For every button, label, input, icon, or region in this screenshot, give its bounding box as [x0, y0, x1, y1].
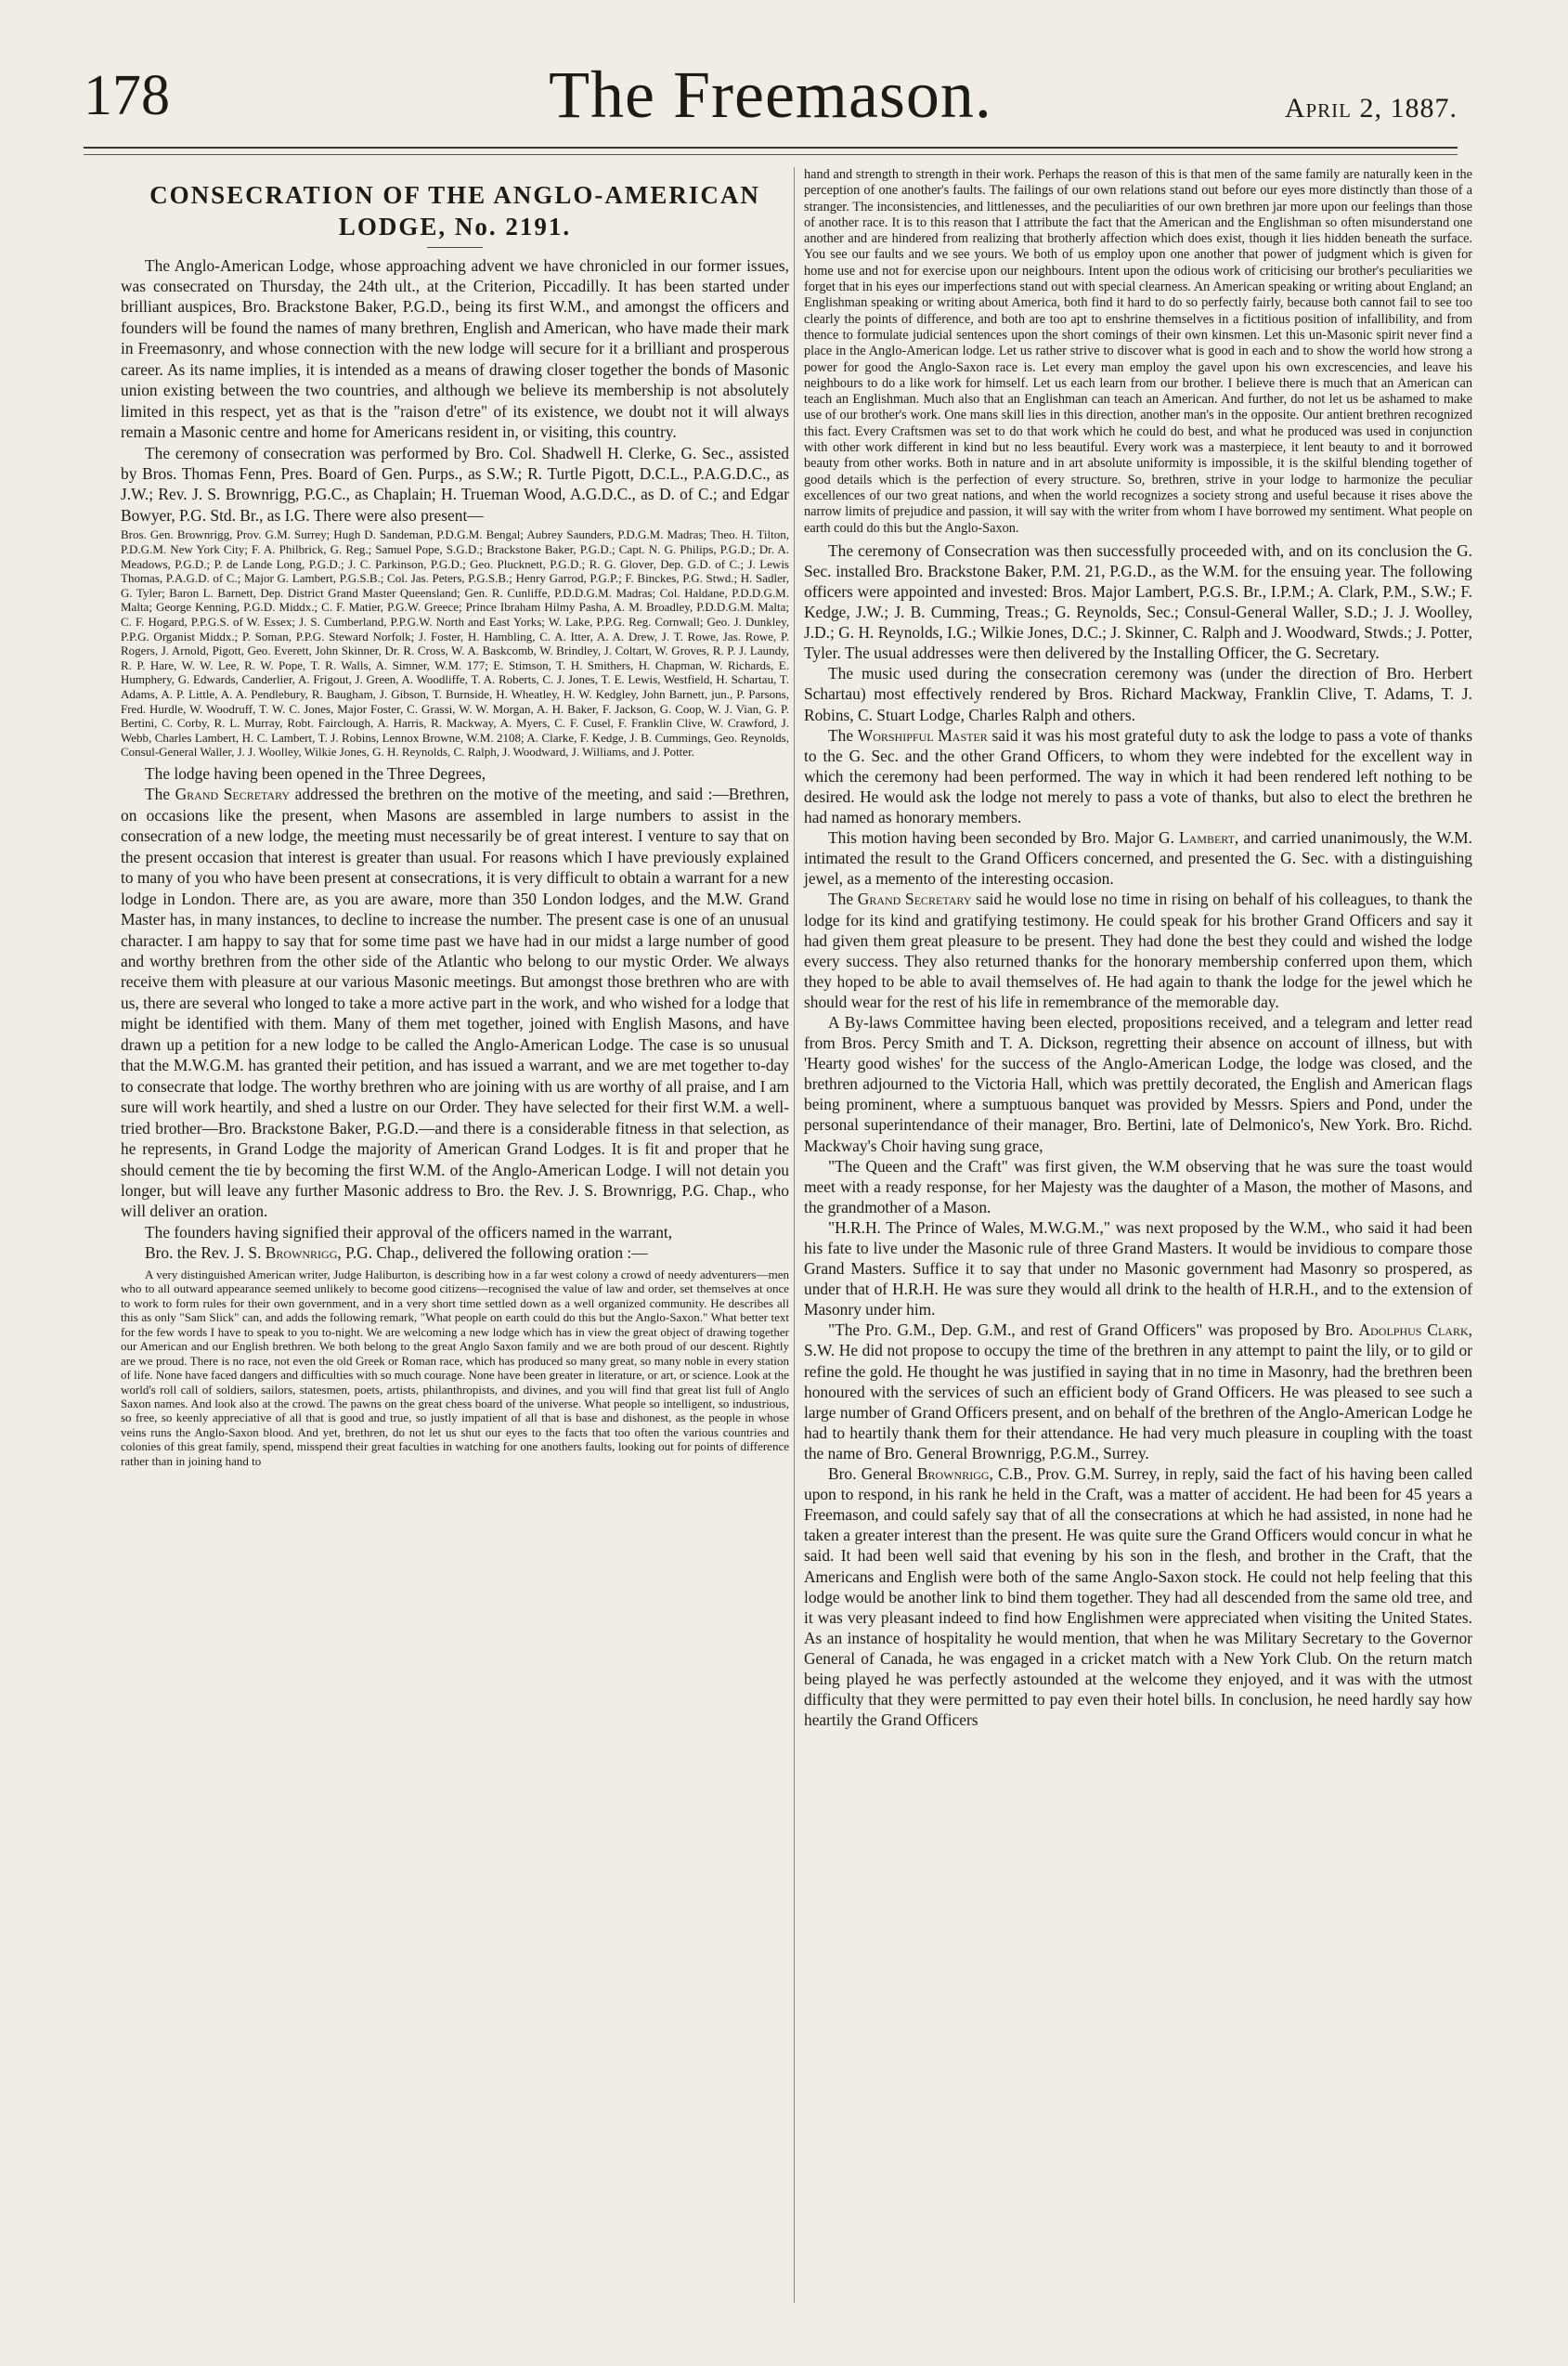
- journal-title: The Freemason.: [549, 58, 992, 132]
- masthead-rule: [84, 147, 1458, 149]
- prince-toast: "H.R.H. The Prince of Wales, M.W.G.M.," was next proposed by the W.M., who said it had been his fate to live under the Masonic rule of three Grand Masters. It would be invidious to compare those Grand Masters. Suffice it to say that under no Masonic government had Masonry so prospered, as under that of H.R.H. He was sure they would all drink to the health of H.R.H., and to the extension of Masonry under him.: [804, 1217, 1472, 1320]
- grand-secretary-reply: [804, 889, 1472, 1012]
- go-lead: "The Pro. G.M., Dep. G.M., and rest of Grand Officers" was proposed by Bro.: [828, 1320, 1354, 1340]
- headline-rule: [427, 247, 483, 248]
- left-column: [121, 167, 789, 1468]
- general-lead: Bro. General: [828, 1464, 913, 1484]
- right-column: [804, 167, 1472, 1730]
- seconded-name: Lambert: [1179, 828, 1235, 848]
- article-headline: [121, 180, 789, 243]
- seconded-paragraph: [804, 827, 1472, 889]
- seconded-tail: , and carried unanimously, the W.M. intimated the result to the Grand Officers concerned, and presented the G. Sec. with a distinguishing jewel, as a memento of the interesting occasion.: [804, 828, 1472, 889]
- ceremony-paragraph: The ceremony of consecration was performed by Bro. Col. Shadwell H. Clerke, G. Sec., assisted by Bros. Thomas Fenn, Pres. Board of Gen. Purps., as S.W.; R. Turtle Pigott, D.C.L., P.A.G.D.C., as J.W.; Rev. J. S. Brownrigg, P.G.C., as Chaplain; H. Trueman Wood, A.G.D.C., as D. of C.; and Edgar Bowyer, P.G. Std. Br., as I.G. There were also present—: [121, 443, 789, 525]
- oration-part-2: hand and strength to strength in their work. Perhaps the reason of this is that men of the same family are naturally keen in the perception of one another's faults. The failings of our own relations stand out before our eyes more distinctly than those of a stranger. The inconsistencies, and littlenesses, and the peculiarities of our own brethren jar more upon our feelings than those of another race. It is to this reason that I attribute the fact that the American and the Englishman so often misunderstand one another and are hindered from realizing that brotherly affection which does exist, though it lies hidden beneath the surface. You see our faults and we see yours. We both of us employ upon one another that power of judgment which is given for home use and not for exercise upon our neighbours. Intent upon the odious work of criticising our brother's peculiarities we forget that in his eyes our imperfections stand out with special clearness. An American speaking or writing about England; an Englishman speaking or writing about America, both find it hard to do so perfectly fairly, because both cannot fail to see too clearly the points of difference, and both are too apt to enshrine themselves in a fictitious position of infallibility, and from thence to formulate judicial sentences upon the short comings of their own kinsmen. Let this un-Masonic spirit never find a place in the Anglo-American lodge. Let us rather strive to discover what is good in each and to show the world how strong a power for good the Anglo-Saxon race is. Let every man employ the gavel upon his own excrescencies, and leave his neighbours to do a like work for himself. Let us each learn from our brother. I believe there is much that an American can teach an Englishman. Much also that an Englishman can teach an American. And further, do not let us be ashamed to make use of our brother's work. One mans skill lies in this direction, another man's in the opposite. Our antient brethren recognized this fact. Every Craftsmen was set to do that work which he could do best, and what he produced was used in conjunction with other work different in kind but no less beautiful. Every work was a masterpiece, it lent beauty to and it borrowed beauty from other works. Both in nature and in art absolute uniformity is impossible, it is the skilful blending together of good details which is the perfection of every structure. So, brethren, strive in your lodge to harmonize the peculiar excellences of our two great nations, and when the world recognizes a society strong and useful because it rises above the narrow limits of prejudice and passion, it will say with the writer from whom I have borrowed my sentiment. What people on earth could do this but the Anglo-Saxon.: [804, 167, 1472, 536]
- worshipful-master-paragraph: [804, 725, 1472, 827]
- masthead-rule-thin: [84, 154, 1458, 155]
- gs-reply-lead: The: [828, 890, 854, 909]
- music-paragraph: The music used during the consecration ceremony was (under the direction of Bro. Herbert Schartau) most effectively rendered by Bros. Richard Mackway, Franklin Clive, T. Adams, T. J. Robins, C. Stuart Lodge, Charles Ralph and others.: [804, 664, 1472, 724]
- bylaws-paragraph: A By-laws Committee having been elected, propositions received, and a telegram and letter read from Bros. Percy Smith and T. A. Dickson, regretting their absence on account of illness, but with 'Hearty good wishes' for the success of the Anglo-American Lodge, the lodge was closed, and the brethren adjourned to the Victoria Hall, which was prettily decorated, the English and American flags being prominent, where a sumptuous banquet was provided by Messrs. Spiers and Pond, under the personal superintendance of their manager, Bro. Bertini, late of Delmonico's, New York. Bro. Richd. Mackway's Choir having sung grace,: [804, 1012, 1472, 1155]
- wm-title: Worshipful Master: [857, 725, 988, 745]
- grand-officers-toast: [804, 1320, 1472, 1463]
- intro-paragraph: The Anglo-American Lodge, whose approaching advent we have chronicled in our former issues, was consecrated on Thursday, the 24th ult., at the Criterion, Piccadilly. It has been started under brilliant auspices, Bro. Brackstone Baker, P.G.D., being its first W.M., and amongst the officers and founders will be found the names of many brethren, English and American, who have made their mark in Freemasonry, and whose connection with the new lodge will secure for it a brilliant and prosperous career. As its name implies, it is intended as a means of drawing closer together the bonds of Masonic union existing between the two countries, and although we believe its membership is not absolutely limited in this respect, yet as that is the "raison d'etre" of its existence, we doubt not it will always remain a Masonic centre and home for Americans resident in, or visiting, this country.: [121, 255, 789, 442]
- general-name: Brownrigg: [916, 1464, 990, 1484]
- masthead: [84, 56, 1458, 167]
- headline-line-1: CONSECRATION OF THE ANGLO-AMERICAN: [149, 181, 760, 209]
- issue-date: April 2, 1887.: [1284, 93, 1458, 124]
- general-reply: [804, 1463, 1472, 1730]
- go-name: Adolphus Clark: [1358, 1320, 1469, 1340]
- rev-tail: , P.G. Chap., delivered the following oration :—: [337, 1243, 648, 1263]
- go-text: , S.W. He did not propose to occupy the time of the brethren in any attempt to paint the lily, or to gild or refine the gold. He thought he was justified in saying that in no time in Masonry, had the brethren been honoured with the services of such an efficient body of Grand Officers. He was pleased to see such a large number of Grand Officers present, and on behalf of the brethren of the Anglo-American Lodge he had to heartily thank them for their attendance. He had very much pleasure in coupling with the toast the name of Bro. General Brownrigg, P.G.M., Surrey.: [804, 1320, 1472, 1462]
- wm-lead: The: [828, 725, 854, 745]
- oration-intro: [121, 1242, 789, 1263]
- column-divider: [794, 167, 795, 2303]
- general-text: , C.B., Prov. G.M. Surrey, in reply, said the fact of his having been called upon to respond, in his rank he held in the Craft, was a matter of accident. He had been for 45 years a Freemason, and could safely say that of all the consecrations at which he had assisted, in none had he taken a greater interest than the present. He was quite sure the Grand Officers would concur in what he said. It had been well said that evening by his son in the flesh, and brother in the Craft, that the Americans and English were both of the same Anglo-Saxon stock. He could not help feeling that this lodge would be another link to bind them together. They had all descended from the same old tree, and it was very pleasant indeed to find how Englishmen were appreciated when visiting the United States. As an instance of hospitality he would mention, that when he was Military Secretary to the Governor General of Canada, he was engaged in a cricket match with a New York Club. On the return match being played he was perfectly astounded at the welcome they enjoyed, and it was with the utmost difficulty that they were permitted to pay even their hotel bills. In conclusion, he need hardly say how heartily the Grand Officers: [804, 1464, 1472, 1730]
- gs-reply-text: said he would lose no time in rising on behalf of his colleagues, to thank the lodge for its kind and gratifying testimony. He could speak for his brother Grand Officers and say it had given them great pleasure to be present. They had done the best they could and wished the lodge every success. They also returned thanks for the honorary membership conferred upon them, which they hoped to be able to avail themselves of. He had again to thank the lodge for the jewel which he should wear for the rest of his life in remembrance of the memorable day.: [804, 890, 1472, 1011]
- rev-lead: Bro. the Rev. J. S.: [145, 1243, 262, 1263]
- wm-text: said it was his most grateful duty to ask the lodge to pass a vote of thanks to the G. Sec. and the other Grand Officers, to whom they were indebted for the excellent way in which the ceremony had been performed. The way in which it had been rendered left nothing to be desired. He would ask the lodge not merely to pass a vote of thanks, but also to elect the brethren he had named as honorary members.: [804, 725, 1472, 827]
- page-number: 178: [84, 64, 170, 127]
- grand-secretary-address: The Grand Secretary addressed the brethren on the motive of the meeting, and said :—Brethren, on occasions like the present, when Masons are assembled in large numbers to assist in the consecration of a new lodge, the meeting must necessarily be of great interest. I venture to say that on the present occasion that interest is greater than usual. For reasons which I have previously explained to many of you who have been present at consecrations, it is very difficult to obtain a warrant for a new lodge in London. There are, as you are aware, more than 350 London lodges, and the M.W. Grand Master has, in many instances, to decline to increase the number. The present case is one of an unusual character. I am happy to say that for some time past we have had in our midst a large number of good and worthy brethren from the other side of the Atlantic who belong to our mystic Order. We always receive them with pleasure at our various Masonic meetings. But amongst those brethren who are with us, there are several who longed to take a more active part in the work, and who wished for a lodge that might be identified with them. Many of them met together, joined with English Masons, and have drawn up a petition for a new lodge to be called the Anglo-American Lodge. The case is so unusual that the M.W.G.M. has granted their petition, and has issued a warrant, and we are met together to-day to consecrate that lodge. The worthy brethren who are joining with us are worthy of all praise, and I am sure will work heartily, and shed a lustre on our Order. They have selected for their first W.M. a well-tried brother—Bro. Brackstone Baker, P.G.D.—and there is a considerable fitness in that selection, as he represents, in Grand Lodge the majority of American Grand Lodges. It is fit and proper that he should cement the tie by becoming the first W.M. of the Anglo-American Lodge. I will not detain you longer, but will leave any further Masonic address to Bro. the Rev. J. S. Brownrigg, P.G. Chap., who will deliver an oration.: [121, 785, 790, 1221]
- installation-paragraph: The ceremony of Consecration was then successfully proceeded with, and on its conclusion the G. Sec. installed Bro. Brackstone Baker, P.M. 21, P.G.D., as the W.M. for the ensuing year. The following officers were appointed and invested: Bros. Major Lambert, P.G.S. Br., I.P.M.; A. Clark, P.M., S.W.; F. Kedge, J.W.; J. B. Cumming, Treas.; G. Reynolds, Sec.; Consul-General Waller, S.D.; J. J. Woolley, J.D.; G. H. Reynolds, I.G.; Wilkie Jones, D.C.; J. Skinner, C. Ralph and J. Woodward, Stwds.; J. Potter, Tyler. The usual addresses were then delivered by the Installing Officer, the G. Secretary.: [804, 540, 1472, 663]
- headline-line-2: LODGE, No. 2191.: [338, 212, 572, 240]
- attendees-list: Bros. Gen. Brownrigg, Prov. G.M. Surrey; Hugh D. Sandeman, P.D.G.M. Bengal; Aubrey Saunders, P.D.G.M. Madras; Theo. H. Tilton, P.D.G.M. New York City; F. A. Philbrick, G. Reg.; Samuel Pope, S.G.D.; Brackstone Baker, P.G.D.; Capt. N. G. Philips, P.G.D.; Dr. A. Meadows, P.G.D.; P. de Lande Long, P.G.D.; J. C. Parkinson, P.G.D.; Geo. Plucknett, P.G.D.; R. G. Glover, Dep. G.D. of C.; J. Lewis Thomas, P.A.G.D. of C.; Major G. Lambert, P.G.S.B.; Col. Jas. Peters, P.G.S.B.; Henry Garrod, P.G.P.; F. Binckes, P.G. Stwd.; H. Sadler, G. Tyler; Baron L. Barnett, Dep. District Grand Master Queensland; Gen. R. Cunliffe, P.D.D.G.M. Madras; Col. Haldane, P.D.D.G.M. Malta; George Kenning, P.G.D. Middx.; C. F. Matier, P.G.W. Greece; Prince Ibraham Hilmy Pasha, A. M. Broadley, P.D.D.G.M. Malta; C. F. Hogard, P.P.G.S. of W. Essex; J. S. Cumberland, P.P.G.W. North and East Yorks; W. Lake, P.P.G. Reg. Cornwall; Geo. J. Dunkley, P.P.G. Organist Middx.; P. Soman, P.P.G. Steward Norfolk; J. Foster, H. Hambling, C. A. Itter, A. A. Drew, J. T. Rowe, Jas. Rowe, P. Rogers, J. Arnold, Pigott, Geo. Everett, John Skinner, Dr. R. Cross, W. A. Baskcomb, W. Brindley, J. Coltart, W. Groves, R. P. J. Laundy, R. P. Hare, W. W. Lee, R. W. Pope, T. R. Walls, A. Simner, W.M. 177; E. Stimson, T. H. Smithers, H. Chapman, W. Richards, E. Humphery, G. Edwards, Canderlier, A. Frigout, J. Green, A. Woodliffe, T. A. Roberts, C. J. Jones, T. E. Lewis, Westfield, H. Schartau, T. Adams, A. P. Little, A. A. Pendlebury, R. Baugham, J. Gibson, T. Burnside, H. Wheatley, H. W. Kedgley, John Barnett, jun., P. Parsons, Fred. Hurdle, W. Woodruff, T. W. C. Jones, Major Foster, C. Grassi, W. W. Morgan, A. H. Baker, F. Jackson, G. Coop, W. J. Vian, G. P. Bertini, C. Corby, R. L. Murray, Robt. Fairclough, A. Harris, R. Mackway, A. Myers, C. F. Cusel, F. Franklin Clive, W. Crawford, J. Webb, Charles Lambert, H. C. Lambert, T. J. Robins, Lennox Browne, W.M. 2108; A. Clarke, F. Kedge, J. B. Cummings, Geo. Reynolds, Consul-General Waller, J. J. Woolley, Wilkie Jones, G. H. Reynolds, C. Ralph, J. Woodward, J. Williams, and J. Potter.: [121, 527, 789, 760]
- founders-paragraph: The founders having signified their approval of the officers named in the warrant,: [145, 1222, 673, 1242]
- oration-part-1: A very distinguished American writer, Judge Haliburton, is describing how in a far west colony a crowd of needy adventurers—men who to all outward appearance seemed unlikely to become good citizens—recognised the value of law and order, set themselves at once to work to form rules for their own government, and in a very short time settled down as a well organized community. He describes all this as only "Sam Slick" can, and adds the following remark, "What people on earth could do this but the Anglo-Saxon." What better text for the few words I have to speak to you to-night. We are welcoming a new lodge which has in view the great object of drawing together our American and our English brethren. We both belong to the great Anglo Saxon family and we are both proud of our descent. Rightly are we proud. There is no race, not even the old Greek or Roman race, which has produced so many great, so many noble in every station of life. None have faced dangers and difficulties with so much courage. None have been greater in literature, or art, or science. Look at the world's roll call of soldiers, sailors, statesmen, poets, artists, philanthropists, and divines, and you will find that great list full of Anglo Saxon names. And look also at the crowd. The pawns on the great chess board of the universe. What people so intelligent, so industrious, so free, so keenly appreciative of all that is good and true, so justly impatient of all that is base and dishonest, as the people in whose veins runs the Anglo-Saxon blood. And yet, brethren, do not let us shut our eyes to the facts that too often the various countries and colonies of this great family, spend, misspend their great faculties in watching for one anothers faults, looking out for points of difference rather than in joining hand to: [121, 1267, 789, 1468]
- seconded-lead: This motion having been seconded by Bro. Major G.: [828, 828, 1174, 848]
- queen-toast: "The Queen and the Craft" was first given, the W.M observing that he was sure the toast would meet with a ready response, for her Majesty was the daughter of a Mason, the mother of Masons, and the grandmother of a Mason.: [804, 1156, 1472, 1216]
- rev-name: Brownrigg: [265, 1243, 338, 1263]
- gs-reply-title: Grand Secretary: [857, 890, 972, 909]
- grand-secretary-title: Grand Secretary: [175, 785, 291, 804]
- grand-secretary-speech: addressed the brethren on the motive of the meeting, and said :—Brethren, on occasions like the present, when Masons are assembled in large numbers to assist in the consecration of a new lodge, the meeting must necessarily be of great interest. I venture to say that on the present occasion that interest is greater than usual. For reasons which I have previously explained to many of you who have been present at consecrations, it is very difficult to obtain a warrant for a new lodge in London. There are, as you are aware, more than 350 London lodges, and the M.W. Grand Master has, in many instances, to decline to increase the number. The present case is one of an unusual character. I am happy to say that for some time past we have had in our midst a large number of good and worthy brethren from the other side of the Atlantic who belong to our mystic Order. We always receive them with pleasure at our various Masonic meetings. But amongst those brethren who are with us, there are several who longed to take a more active part in the work, and who wished for a lodge that might be identified with them. Many of them met together, joined with English Masons, and have drawn up a petition for a new lodge to be called the Anglo-American Lodge. The case is so unusual that the M.W.G.M. has granted their petition, and has issued a warrant, and we are met together to-day to consecrate that lodge. The worthy brethren who are joining with us are worthy of all praise, and I am sure will work heartily, and shed a lustre on our Order. They have selected for their first W.M. a well-tried brother—Bro. Brackstone Baker, P.G.D.—and there is a considerable fitness in that selection, as he represents, in Grand Lodge the majority of American Grand Lodges. It is fit and proper that he should cement the tie by becoming the first W.M. of the Anglo-American Lodge. I will not detain you longer, but will leave any further Masonic address to Bro. the Rev. J. S. Brownrigg, P.G. Chap., who will deliver an oration.: [121, 785, 790, 1221]
- opened-paragraph: The lodge having been opened in the Three Degrees,: [145, 763, 486, 783]
